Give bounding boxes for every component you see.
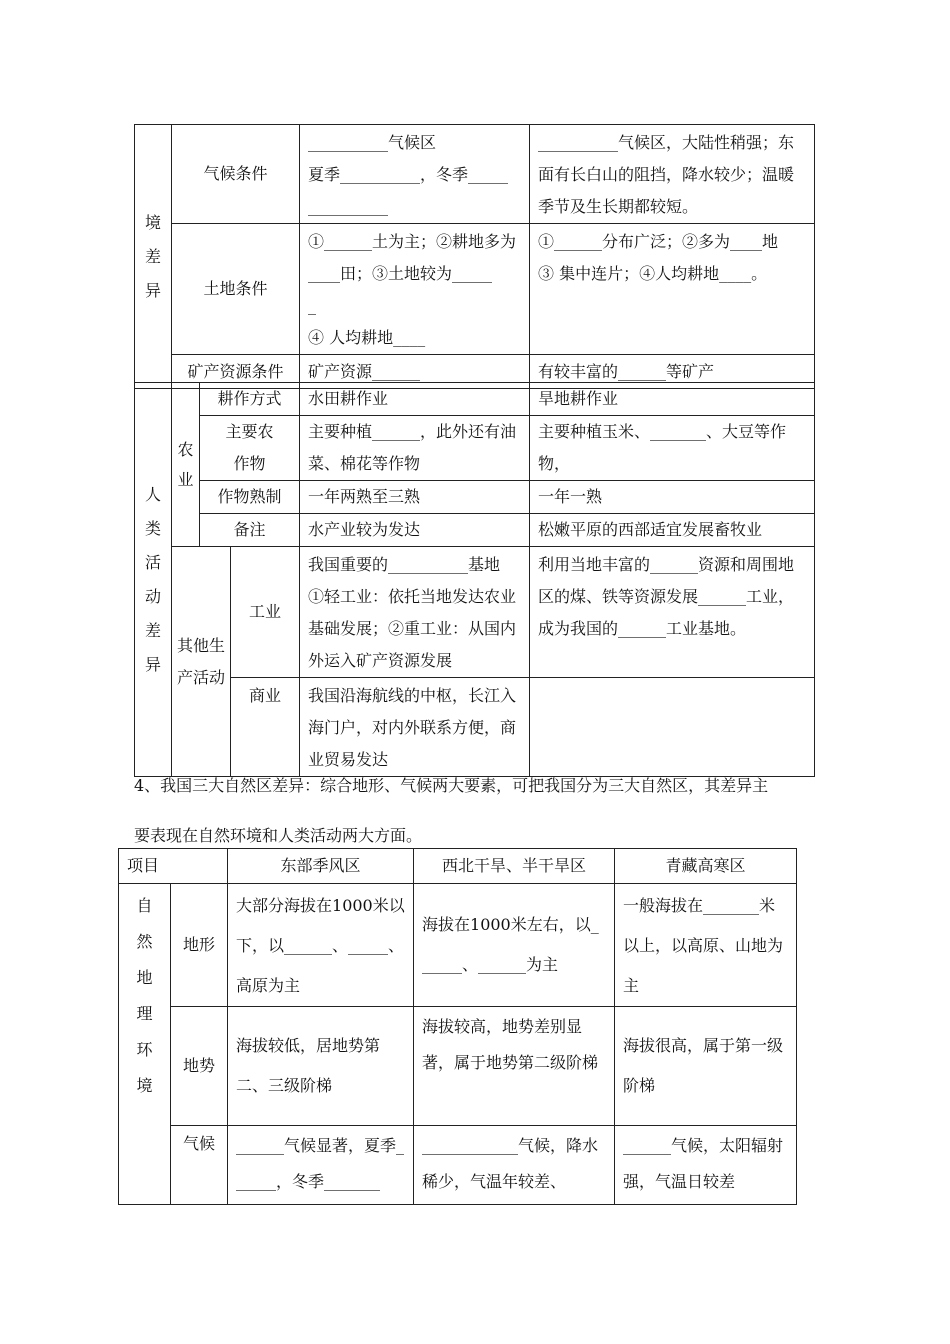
section-environment-diff-char: 差 [144,246,161,266]
section-human-activity-char: 差 [144,620,161,640]
section-environment-diff-char: 异 [144,280,161,300]
row-label-relief: 地势 [171,1007,228,1126]
climate-northwest-cell: ____________气候，降水稀少，气温年较差、 [414,1126,615,1205]
human-activity-table [134,382,815,777]
section-natural-environment-char: 自 [136,896,153,915]
industry-south-cell: 我国重要的__________基地 ①轻工业：依托当地发达农业基础发展；②重工业：从国内外运入矿产资源发展 [300,547,530,678]
natural-regions-table [118,848,797,1205]
minerals-south-cell: 矿产资源______ [300,355,530,389]
row-label-cropping-system: 作物熟制 [200,481,300,514]
region-comparison-table [134,124,815,389]
header-northwest-arid: 西北干旱、半干旱区 [414,849,615,884]
commerce-north-cell [530,678,815,777]
relief-northwest-cell: 海拔较高，地势差别显著，属于地势第二级阶梯 [414,1007,615,1126]
section-natural-environment-char: 环 [136,1040,153,1059]
row-label-terrain: 地形 [171,884,228,1007]
section-human-activity-char: 人 [144,484,161,504]
remarks-south-cell: 水产业较为发达 [300,514,530,547]
row-label-land: 土地条件 [172,224,300,355]
agriculture-label [172,383,200,547]
section-human-activity [135,383,172,777]
section-human-activity-char: 活 [144,552,161,572]
section-environment-diff-char: 境 [144,212,161,232]
section-intro [134,770,824,852]
row-label-main-crops: 主要农作物 [200,416,300,481]
row-label-industry: 工业 [231,547,300,678]
row-label-climate: 气候条件 [172,125,300,224]
climate-east-cell: ______气候显著，夏季______，冬季_______ [228,1126,414,1205]
agriculture-label-char: 业 [177,469,194,489]
row-label-commerce: 商业 [231,678,300,777]
section-natural-environment-char: 境 [136,1076,153,1095]
crops-south-cell: 主要种植______，此外还有油菜、棉花等作物 [300,416,530,481]
section-natural-environment-char: 然 [136,932,153,951]
section-natural-environment [119,884,171,1205]
agriculture-label-char: 农 [177,439,194,459]
section-environment-diff [135,125,172,389]
farming-north-cell: 旱地耕作业 [530,383,815,416]
section-natural-environment-char: 地 [136,968,153,987]
industry-north-cell: 利用当地丰富的______资源和周围地区的煤、铁等资源发展______工业，成为我国的______工业基地。 [530,547,815,678]
terrain-east-cell: 大部分海拔在1000米以下，以______、_____、高原为主 [228,884,414,1007]
commerce-south-cell: 我国沿海航线的中枢，长江入海门户，对内外联系方便，商业贸易发达 [300,678,530,777]
land-south-cell: ①______土为主；②耕地多为____田；③土地较为_____ _ ④ 人均耕地____ [300,224,530,355]
header-item: 项目 [119,849,228,884]
section-human-activity-char: 类 [144,518,161,538]
intro-line-2: 要表现在自然环境和人类活动两大方面。 [134,826,423,845]
row-label-climate: 气候 [171,1126,228,1205]
terrain-tibet-cell: 一般海拔在_______米以上，以高原、山地为主 [615,884,797,1007]
intro-line-1: 4、我国三大自然区差异：综合地形、气候两大要素，可把我国分为三大自然区，其差异主 [134,776,769,795]
land-north-cell: ①______分布广泛；②多为____地 ③ 集中连片；④人均耕地____。 [530,224,815,355]
section-human-activity-char: 异 [144,654,161,674]
other-production-label: 其他生产活动 [172,547,231,777]
header-eastern-monsoon: 东部季风区 [228,849,414,884]
cropping-south-cell: 一年两熟至三熟 [300,481,530,514]
header-qinghai-tibet: 青藏高寒区 [615,849,797,884]
farming-south-cell: 水田耕作业 [300,383,530,416]
climate-south-cell: __________气候区 夏季__________，冬季_____ __________ [300,125,530,224]
crops-north-cell: 主要种植玉米、_______、大豆等作物， [530,416,815,481]
relief-east-cell: 海拔较低，居地势第二、三级阶梯 [228,1007,414,1126]
relief-tibet-cell: 海拔很高，属于第一级阶梯 [615,1007,797,1126]
minerals-north-cell: 有较丰富的______等矿产 [530,355,815,389]
row-label-remarks: 备注 [200,514,300,547]
row-label-farming-method: 耕作方式 [200,383,300,416]
cropping-north-cell: 一年一熟 [530,481,815,514]
section-natural-environment-char: 理 [136,1004,153,1023]
terrain-northwest-cell: 海拔在1000米左右，以_ _____、______为主 [414,884,615,1007]
section-human-activity-char: 动 [144,586,161,606]
climate-north-cell: __________气候区，大陆性稍强；东面有长白山的阻挡，降水较少；温暖季节及生长期都较短。 [530,125,815,224]
climate-tibet-cell: ______气候，太阳辐射强，气温日较差 [615,1126,797,1205]
row-label-minerals: 矿产资源条件 [172,355,300,389]
remarks-north-cell: 松嫩平原的西部适宜发展畜牧业 [530,514,815,547]
